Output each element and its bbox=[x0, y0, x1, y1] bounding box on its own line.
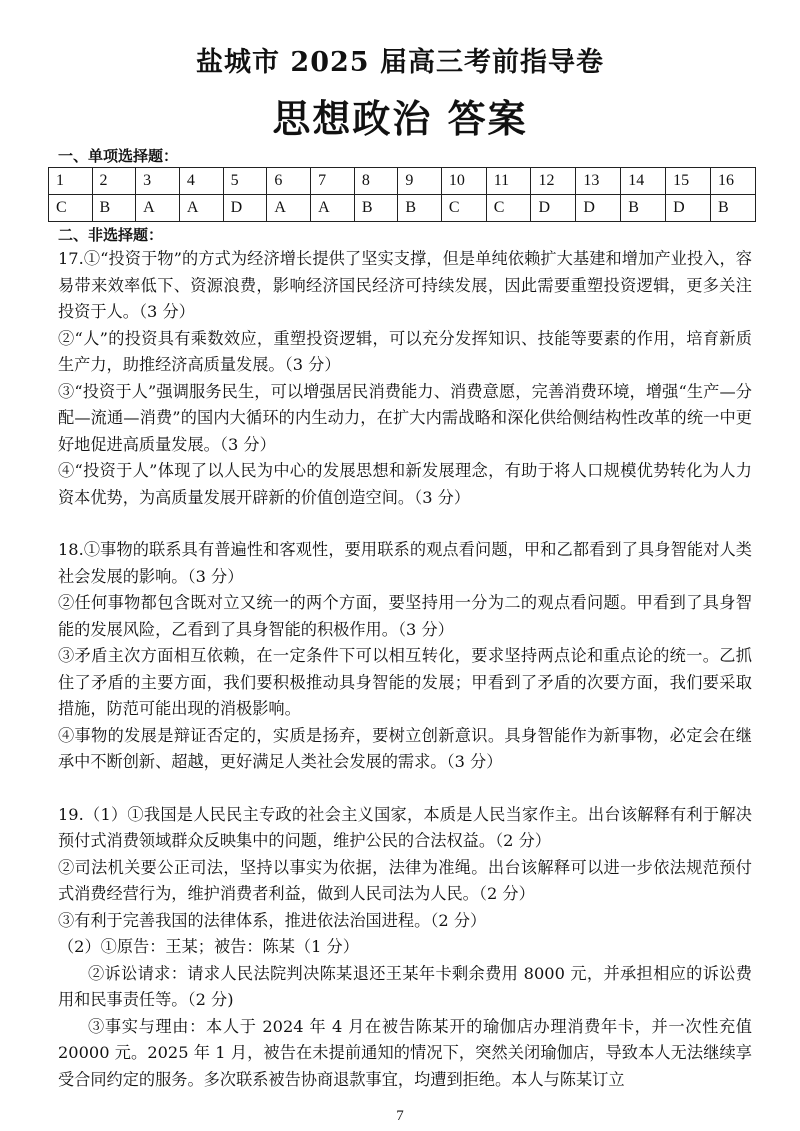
q19-part1-point-3: ③有利于完善我国的法律体系，推进依法治国进程。（2 分） bbox=[58, 910, 487, 930]
table-cell-answer: B bbox=[398, 195, 442, 222]
q18-point-4: ④事物的发展是辩证否定的，实质是扬弃，要树立创新意识。具身智能作为新事物，必定会在继承中不断创新、超越，更好满足人类社会发展的需求。（3 分） bbox=[58, 725, 752, 771]
page-number: 7 bbox=[396, 1108, 404, 1124]
table-cell-answer: B bbox=[710, 195, 755, 222]
table-cell-answer: C bbox=[441, 195, 486, 222]
document-subtitle: 思想政治 答案 bbox=[272, 96, 528, 141]
q19-part2-claim: ②诉讼请求：请求人民法院判决陈某退还王某年卡剩余费用 8000 元，并承担相应的诉讼费用和民事责任等。（2 分) bbox=[58, 963, 752, 1009]
table-cell-number: 6 bbox=[267, 168, 311, 195]
answer-table-answer-row bbox=[49, 195, 756, 222]
table-cell-number: 15 bbox=[666, 168, 711, 195]
table-cell-answer: B bbox=[354, 195, 398, 222]
table-cell-number: 11 bbox=[486, 168, 531, 195]
table-cell-number: 7 bbox=[311, 168, 355, 195]
document-title: 盐城市 2025 届高三考前指导卷 bbox=[196, 47, 604, 78]
q17-point-2: ②“人”的投资具有乘数效应，重塑投资逻辑，可以充分发挥知识、技能等要素的作用，培育新质生产力，助推经济高质量发展。（3 分） bbox=[58, 328, 752, 374]
table-cell-answer: B bbox=[92, 195, 136, 222]
table-cell-answer: C bbox=[49, 195, 93, 222]
table-cell-number: 2 bbox=[92, 168, 136, 195]
table-cell-answer: D bbox=[531, 195, 576, 222]
table-cell-answer: D bbox=[576, 195, 621, 222]
q18-point-3: ③矛盾主次方面相互依赖，在一定条件下可以相互转化，要求坚持两点论和重点论的统一。乙抓住了矛盾的主要方面，我们要积极推动具身智能的发展；甲看到了矛盾的次要方面，我们要采取措施，防范可能出现的消极影响。 bbox=[58, 646, 752, 718]
table-cell-answer: A bbox=[267, 195, 311, 222]
table-cell-answer: C bbox=[486, 195, 531, 222]
table-cell-answer: D bbox=[666, 195, 711, 222]
q19-part1-point-1: 19.（1）①我国是人民民主专政的社会主义国家，本质是人民当家作主。出台该解释有利于解决预付式消费领域群众反映集中的问题，维护公民的合法权益。（2 分） bbox=[58, 804, 752, 850]
table-cell-answer: D bbox=[223, 195, 267, 222]
q17-point-3: ③“投资于人”强调服务民生，可以增强居民消费能力、消费意愿，完善消费环境，增强“生产—分配—流通—消费”的国内大循环的内生动力，在扩大内需战略和深化供给侧结构性改革的统一中更好地促进高质量发展。（3 分） bbox=[58, 381, 752, 454]
answer-body bbox=[58, 246, 752, 1093]
table-cell-answer: B bbox=[621, 195, 666, 222]
q17-point-1: 17.①“投资于物”的方式为经济增长提供了坚实支撑，但是单纯依赖扩大基建和增加产业投入，容易带来效率低下、资源浪费，影响经济国民经济可持续发展，因此需要重塑投资逻辑，更多关注投资于人。（3 分） bbox=[58, 249, 752, 321]
table-cell-number: 8 bbox=[354, 168, 398, 195]
q18-point-2: ②任何事物都包含既对立又统一的两个方面，要坚持用一分为二的观点看问题。甲看到了具身智能的发展风险，乙看到了具身智能的积极作用。（3 分） bbox=[58, 593, 752, 639]
table-cell-number: 12 bbox=[531, 168, 576, 195]
table-cell-number: 16 bbox=[710, 168, 755, 195]
q19-part2-facts: ③事实与理由：本人于 2024 年 4 月在被告陈某开的瑜伽店办理消费年卡，并一次性充值 20000 元。2025 年 1 月，被告在未提前通知的情况下，突然关闭瑜伽店，导致本人无法继续享受合同约定的服务。多次联系被告协商退款事宜，均遭到拒绝。本人与陈某订立 bbox=[58, 1016, 752, 1089]
table-cell-number: 5 bbox=[223, 168, 267, 195]
q19-part1-point-2: ②司法机关要公正司法，坚持以事实为依据，法律为准绳。出台该解释可以进一步依法规范预付式消费经营行为，维护消费者利益，做到人民司法为人民。（2 分） bbox=[58, 857, 752, 903]
table-cell-number: 3 bbox=[136, 168, 180, 195]
section-heading-non-choice: 二、非选择题： bbox=[58, 226, 164, 244]
table-cell-number: 13 bbox=[576, 168, 621, 195]
section-heading-multiple-choice: 一、单项选择题： bbox=[58, 147, 179, 165]
answer-table bbox=[48, 167, 756, 222]
table-cell-number: 14 bbox=[621, 168, 666, 195]
q19-part2-parties: （2）①原告：王某；被告：陈某（1 分） bbox=[58, 937, 359, 956]
q17-point-4: ④“投资于人”体现了以人民为中心的发展思想和新发展理念，有助于将人口规模优势转化为人力资本优势，为高质量发展开辟新的价值创造空间。（3 分） bbox=[58, 461, 752, 507]
table-cell-answer: A bbox=[179, 195, 223, 222]
table-cell-number: 1 bbox=[49, 168, 93, 195]
answer-table-number-row bbox=[49, 168, 756, 195]
table-cell-answer: A bbox=[311, 195, 355, 222]
table-cell-number: 10 bbox=[441, 168, 486, 195]
table-cell-answer: A bbox=[136, 195, 180, 222]
table-cell-number: 9 bbox=[398, 168, 442, 195]
table-cell-number: 4 bbox=[179, 168, 223, 195]
q18-point-1: 18.①事物的联系具有普遍性和客观性，要用联系的观点看问题，甲和乙都看到了具身智能对人类社会发展的影响。（3 分） bbox=[58, 540, 752, 586]
